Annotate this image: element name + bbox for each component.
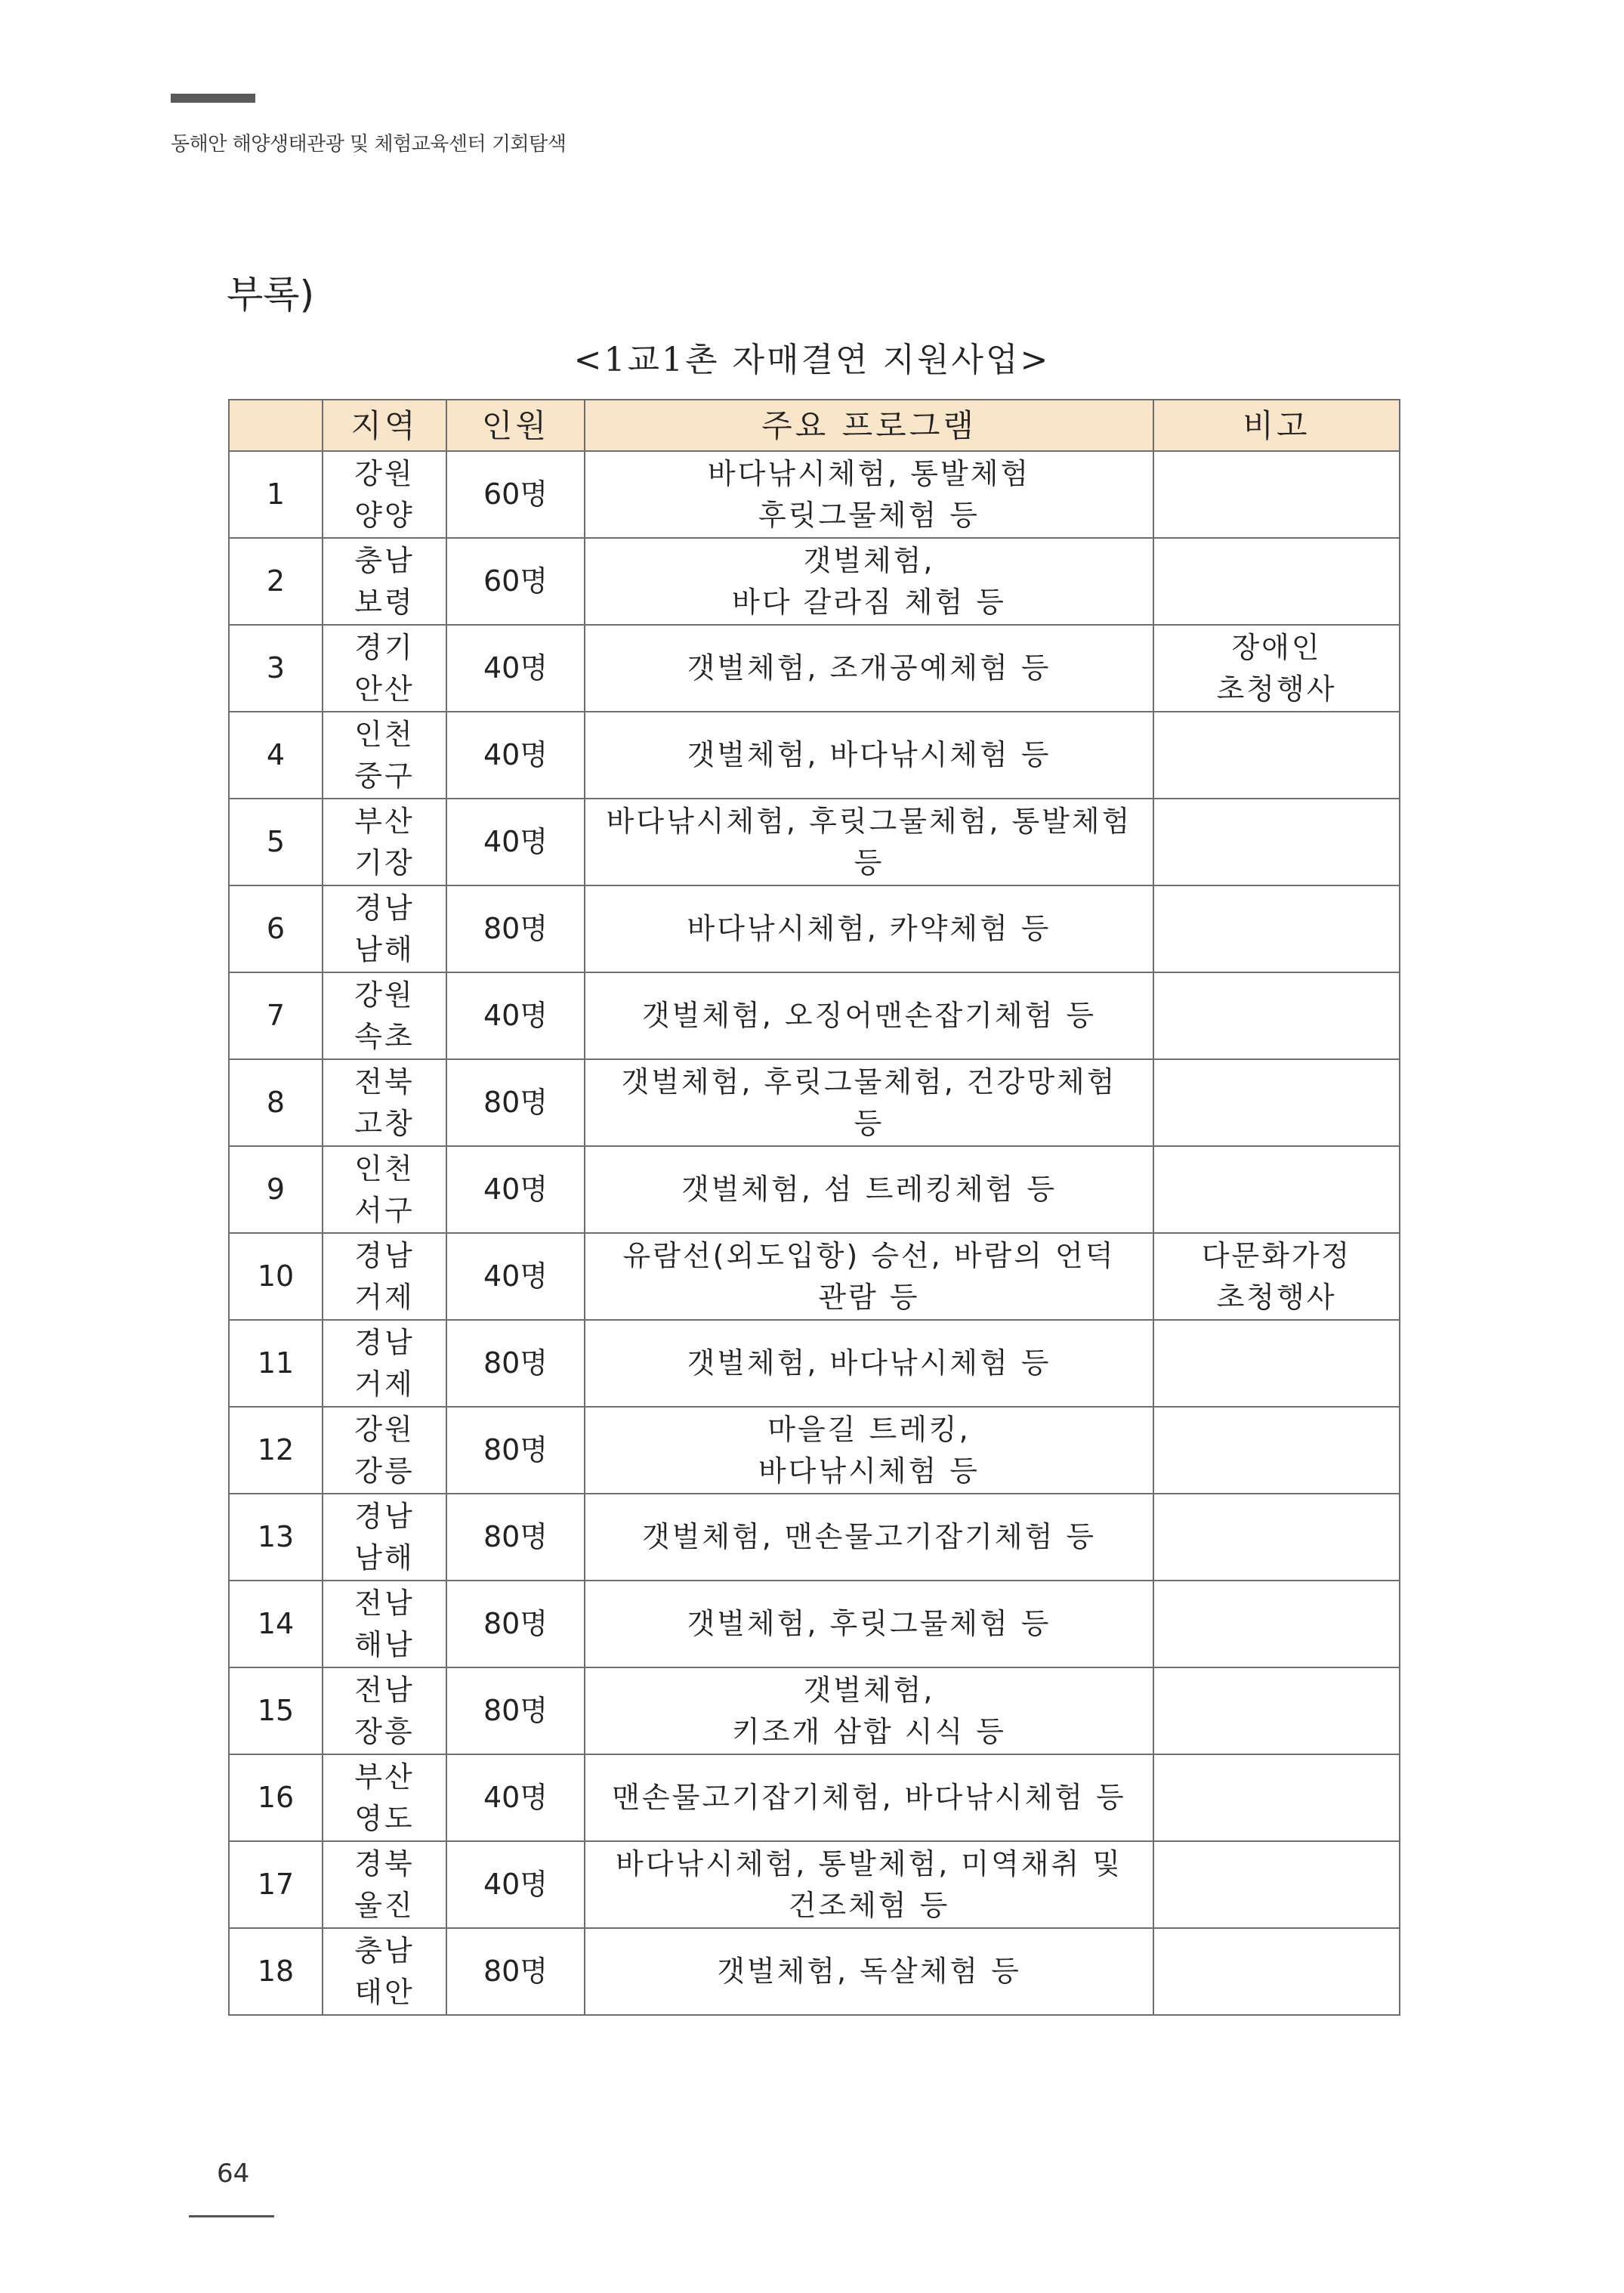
header-cell-people: 인원 (446, 400, 585, 451)
table-body (229, 451, 1400, 2015)
program-cell: 갯벌체험, 오징어맨손잡기체험 등 (585, 972, 1153, 1059)
program-cell: 갯벌체험, 조개공예체험 등 (585, 625, 1153, 712)
program-cell: 바다낚시체험, 카약체험 등 (585, 885, 1153, 972)
note-cell (1153, 1754, 1400, 1841)
table-row (229, 451, 1400, 538)
page-number: 64 (217, 2159, 250, 2189)
region-cell: 전남 해남 (323, 1581, 446, 1667)
row-number-cell: 5 (229, 799, 323, 885)
table-row (229, 1754, 1400, 1841)
table-row (229, 1407, 1400, 1494)
row-number-cell: 8 (229, 1059, 323, 1146)
row-number-cell: 16 (229, 1754, 323, 1841)
running-header-title: 동해안 해양생태관광 및 체험교육센터 기회탐색 (171, 133, 567, 156)
region-cell: 인천 중구 (323, 712, 446, 799)
region-cell: 경남 남해 (323, 1494, 446, 1581)
program-cell: 갯벌체험, 맨손물고기잡기체험 등 (585, 1494, 1153, 1581)
note-cell (1153, 799, 1400, 885)
program-cell: 바다낚시체험, 통발체험 후릿그물체험 등 (585, 451, 1153, 538)
row-number-cell: 7 (229, 972, 323, 1059)
note-cell (1153, 972, 1400, 1059)
table-row (229, 972, 1400, 1059)
region-cell: 전남 장흥 (323, 1667, 446, 1754)
people-count-cell: 80명 (446, 885, 585, 972)
region-cell: 경남 남해 (323, 885, 446, 972)
table-row (229, 1841, 1400, 1928)
note-cell (1153, 1928, 1400, 2015)
row-number-cell: 13 (229, 1494, 323, 1581)
program-cell: 맨손물고기잡기체험, 바다낚시체험 등 (585, 1754, 1153, 1841)
header-cell-region: 지역 (323, 400, 446, 451)
note-cell (1153, 1841, 1400, 1928)
row-number-cell: 17 (229, 1841, 323, 1928)
table-row (229, 1494, 1400, 1581)
people-count-cell: 40명 (446, 1146, 585, 1233)
program-cell: 갯벌체험, 키조개 삼합 시식 등 (585, 1667, 1153, 1754)
program-cell: 갯벌체험, 후릿그물체험, 건강망체험 등 (585, 1059, 1153, 1146)
table-row (229, 885, 1400, 972)
row-number-cell: 14 (229, 1581, 323, 1667)
note-cell (1153, 1320, 1400, 1407)
people-count-cell: 80명 (446, 1407, 585, 1494)
header-cell-no (229, 400, 323, 451)
note-cell (1153, 1059, 1400, 1146)
note-cell (1153, 451, 1400, 538)
table-row (229, 1581, 1400, 1667)
region-cell: 강원 속초 (323, 972, 446, 1059)
people-count-cell: 80명 (446, 1320, 585, 1407)
people-count-cell: 40명 (446, 1233, 585, 1320)
note-cell (1153, 885, 1400, 972)
region-cell: 충남 태안 (323, 1928, 446, 2015)
people-count-cell: 40명 (446, 1754, 585, 1841)
people-count-cell: 80명 (446, 1494, 585, 1581)
row-number-cell: 15 (229, 1667, 323, 1754)
row-number-cell: 18 (229, 1928, 323, 2015)
program-cell: 바다낚시체험, 통발체험, 미역채취 및 건조체험 등 (585, 1841, 1153, 1928)
table-row (229, 799, 1400, 885)
row-number-cell: 6 (229, 885, 323, 972)
table-row (229, 1667, 1400, 1754)
region-cell: 경남 거제 (323, 1233, 446, 1320)
row-number-cell: 1 (229, 451, 323, 538)
header-accent-bar (171, 94, 255, 103)
people-count-cell: 40명 (446, 1841, 585, 1928)
note-cell (1153, 538, 1400, 625)
program-cell: 갯벌체험, 바다낚시체험 등 (585, 712, 1153, 799)
row-number-cell: 4 (229, 712, 323, 799)
program-table (228, 399, 1400, 2016)
program-cell: 갯벌체험, 섬 트레킹체험 등 (585, 1146, 1153, 1233)
program-cell: 갯벌체험, 후릿그물체험 등 (585, 1581, 1153, 1667)
note-cell (1153, 1581, 1400, 1667)
row-number-cell: 11 (229, 1320, 323, 1407)
table-header-row (229, 400, 1400, 451)
people-count-cell: 60명 (446, 538, 585, 625)
region-cell: 부산 영도 (323, 1754, 446, 1841)
program-cell: 갯벌체험, 독살체험 등 (585, 1928, 1153, 2015)
region-cell: 강원 강릉 (323, 1407, 446, 1494)
table-row (229, 538, 1400, 625)
note-cell (1153, 1407, 1400, 1494)
region-cell: 경남 거제 (323, 1320, 446, 1407)
region-cell: 강원 양양 (323, 451, 446, 538)
row-number-cell: 9 (229, 1146, 323, 1233)
note-cell: 장애인 초청행사 (1153, 625, 1400, 712)
table-row (229, 1320, 1400, 1407)
table-row (229, 625, 1400, 712)
people-count-cell: 80명 (446, 1928, 585, 2015)
program-cell: 마을길 트레킹, 바다낚시체험 등 (585, 1407, 1153, 1494)
row-number-cell: 3 (229, 625, 323, 712)
header-cell-program: 주요 프로그램 (585, 400, 1153, 451)
program-cell: 갯벌체험, 바다 갈라짐 체험 등 (585, 538, 1153, 625)
program-cell: 갯벌체험, 바다낚시체험 등 (585, 1320, 1153, 1407)
region-cell: 인천 서구 (323, 1146, 446, 1233)
region-cell: 부산 기장 (323, 799, 446, 885)
program-cell: 유람선(외도입항) 승선, 바람의 언덕 관람 등 (585, 1233, 1153, 1320)
people-count-cell: 80명 (446, 1581, 585, 1667)
table-row (229, 1928, 1400, 2015)
region-cell: 충남 보령 (323, 538, 446, 625)
appendix-label: 부록) (227, 273, 315, 317)
note-cell (1153, 1494, 1400, 1581)
note-cell (1153, 1667, 1400, 1754)
region-cell: 전북 고창 (323, 1059, 446, 1146)
footer-rule (189, 2215, 274, 2217)
table-row (229, 1146, 1400, 1233)
people-count-cell: 80명 (446, 1667, 585, 1754)
row-number-cell: 2 (229, 538, 323, 625)
region-cell: 경북 울진 (323, 1841, 446, 1928)
people-count-cell: 40명 (446, 712, 585, 799)
people-count-cell: 40명 (446, 972, 585, 1059)
note-cell (1153, 1146, 1400, 1233)
people-count-cell: 40명 (446, 625, 585, 712)
table-title: <1교1촌 자매결연 지원사업> (573, 341, 1051, 379)
table-row (229, 1059, 1400, 1146)
row-number-cell: 12 (229, 1407, 323, 1494)
people-count-cell: 80명 (446, 1059, 585, 1146)
people-count-cell: 40명 (446, 799, 585, 885)
table-row (229, 1233, 1400, 1320)
header-cell-note: 비고 (1153, 400, 1400, 451)
table-row (229, 712, 1400, 799)
row-number-cell: 10 (229, 1233, 323, 1320)
note-cell: 다문화가정 초청행사 (1153, 1233, 1400, 1320)
region-cell: 경기 안산 (323, 625, 446, 712)
people-count-cell: 60명 (446, 451, 585, 538)
program-cell: 바다낚시체험, 후릿그물체험, 통발체험 등 (585, 799, 1153, 885)
note-cell (1153, 712, 1400, 799)
